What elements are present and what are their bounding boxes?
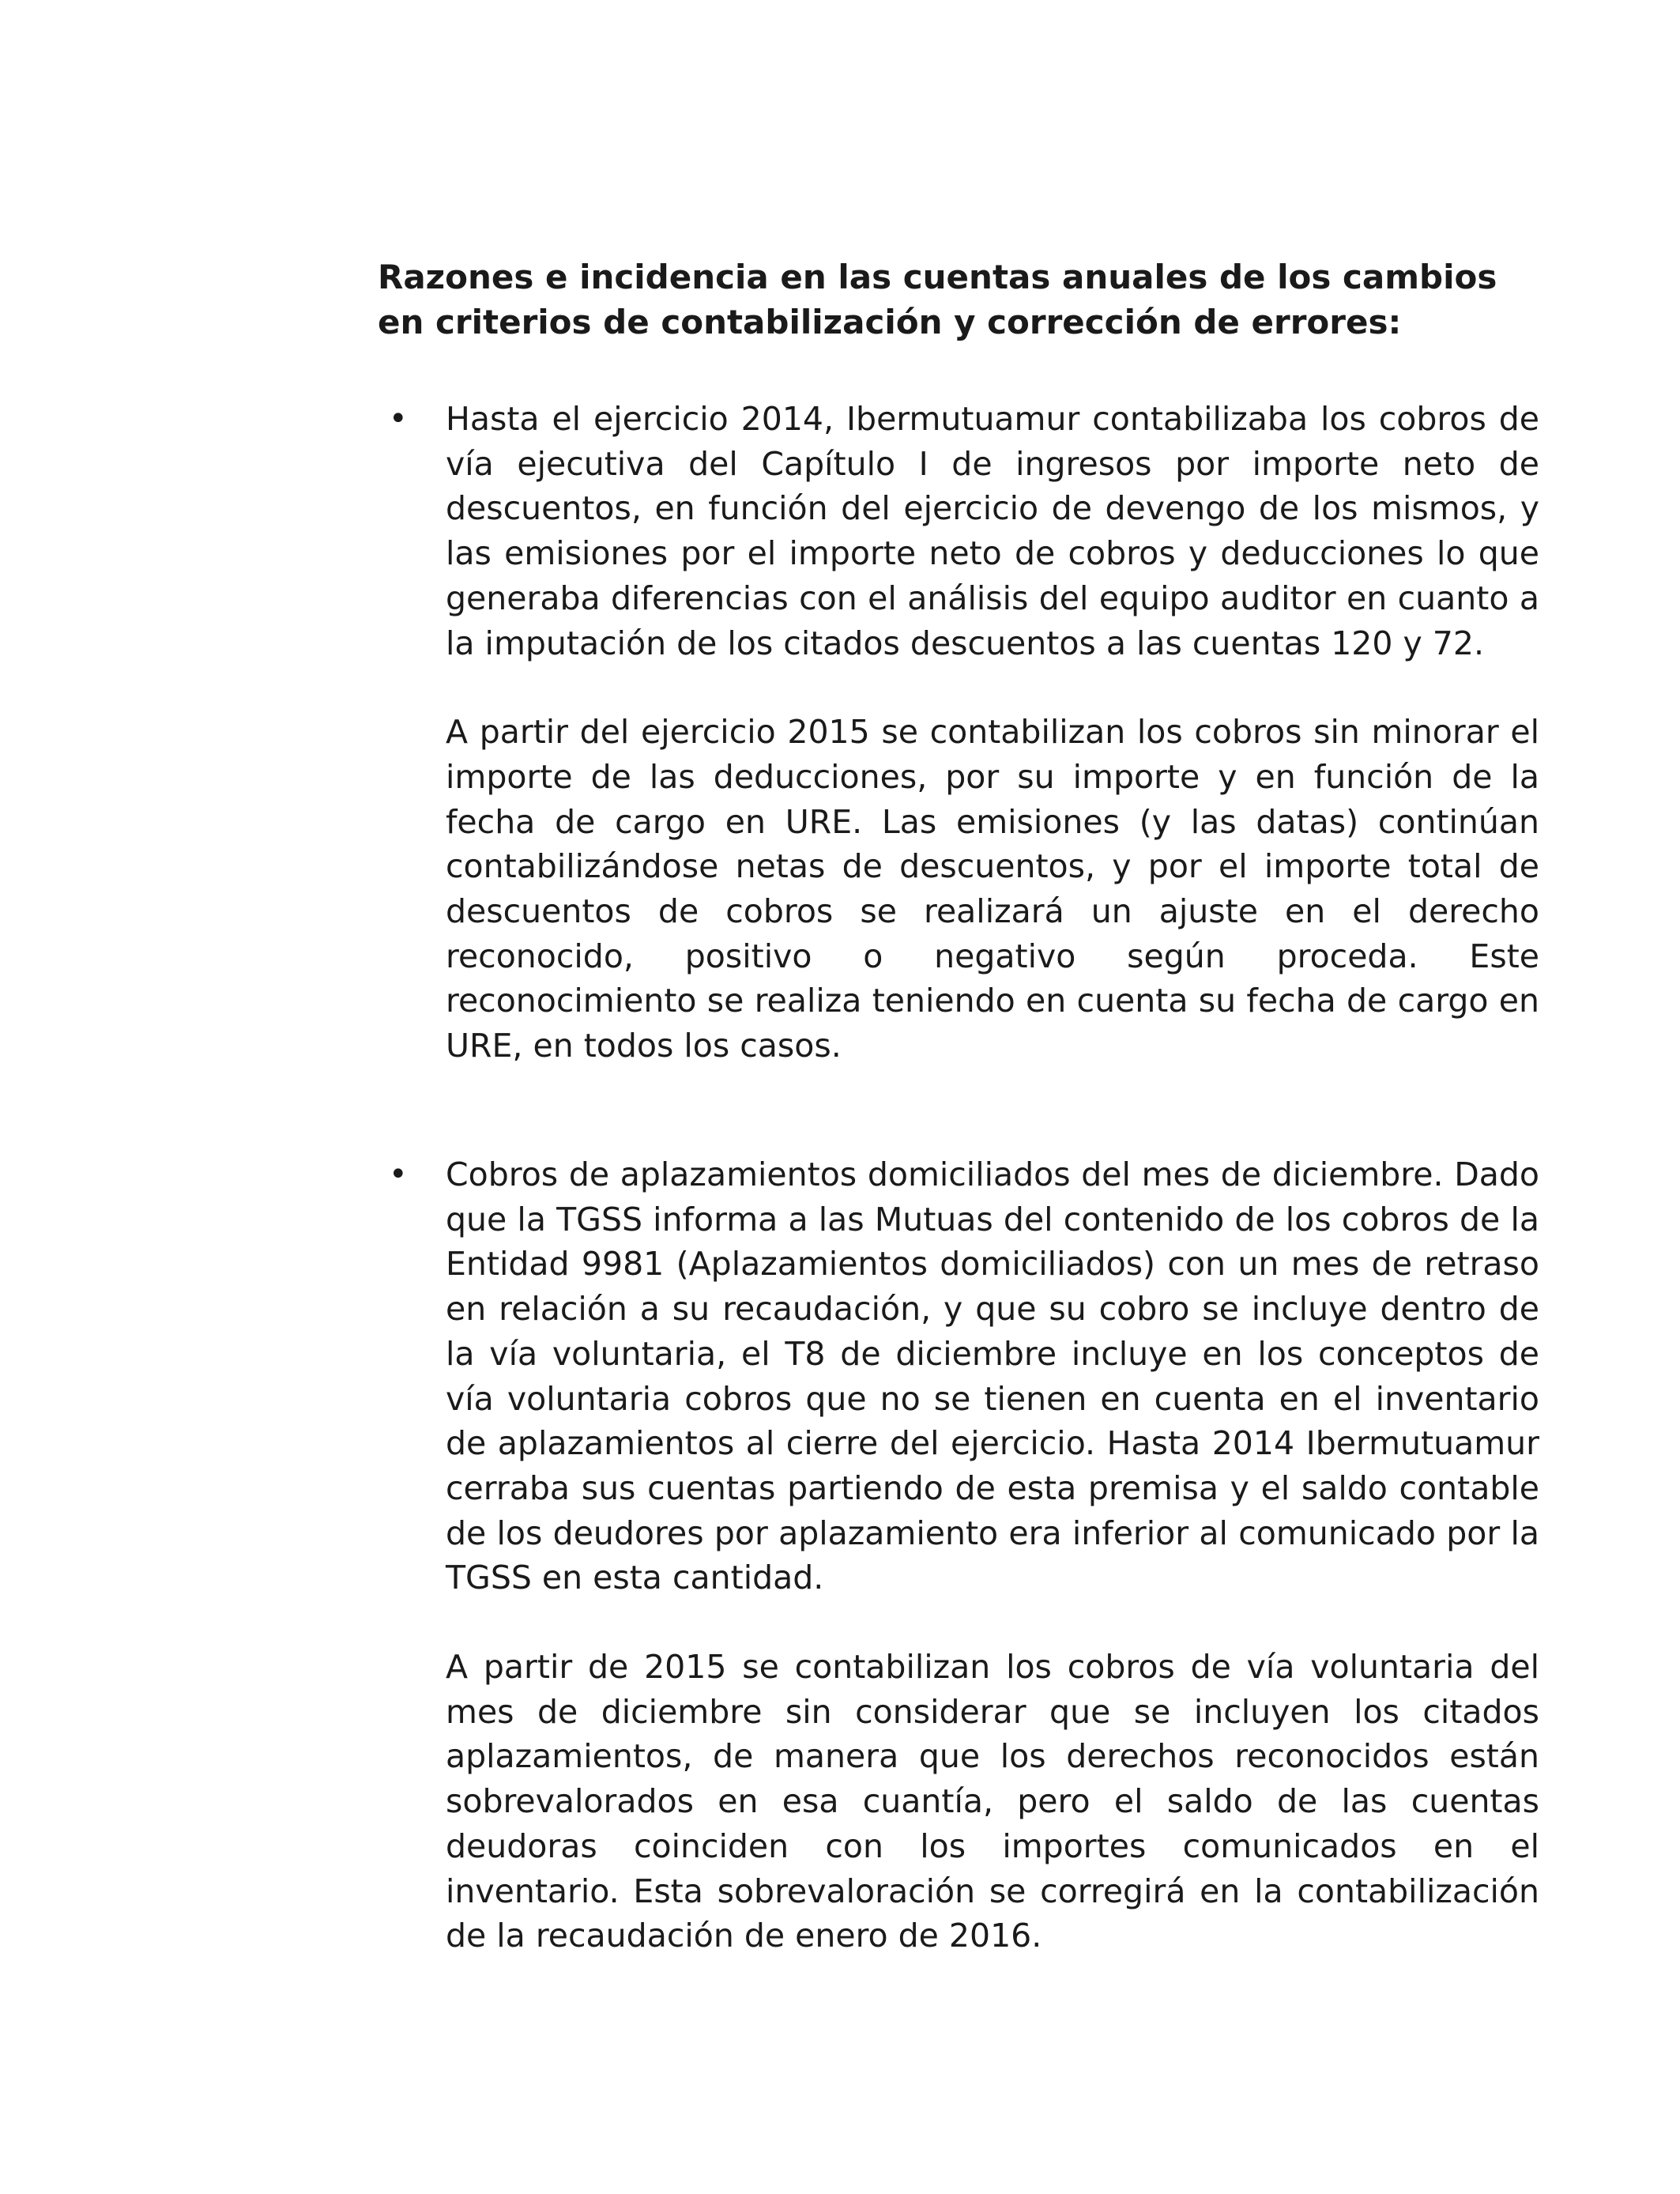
section-title: Razones e incidencia en las cuentas anuales de los cambios en criterios de contabilización y corrección de errores:: [378, 258, 1497, 341]
paragraph: A partir de 2015 se contabilizan los cobros de vía voluntaria del mes de diciembre sin considerar que se incluyen los citados aplazamientos, de manera que los derechos reconocidos están sobrevalorados en esa cuantía, pero el saldo de las cuentas deudoras coinciden con los importes comunicados en el inventario. Esta sobrevaloración se corregirá en la contabilización de la recaudación de enero de 2016.: [446, 1648, 1539, 1955]
bullet-icon: •: [389, 1156, 408, 1193]
list-item: [378, 1152, 1539, 1958]
paragraph: Cobros de aplazamientos domiciliados del mes de diciembre. Dado que la TGSS informa a las Mutuas del contenido de los cobros de la Entidad 9981 (Aplazamientos domiciliados) con un mes de retraso en relación a su recaudación, y que su cobro se incluye dentro de la vía voluntaria, el T8 de diciembre incluye en los conceptos de vía voluntaria cobros que no se tienen en cuenta en el inventario de aplazamientos al cierre del ejercicio. Hasta 2014 Ibermutuamur cerraba sus cuentas partiendo de esta premisa y el saldo contable de los deudores por aplazamiento era inferior al comunicado por la TGSS en esta cantidad.: [446, 1155, 1539, 1597]
paragraph: Hasta el ejercicio 2014, Ibermutuamur contabilizaba los cobros de vía ejecutiva del Capítulo I de ingresos por importe neto de descuentos, en función del ejercicio de devengo de los mismos, y las emisiones por el importe neto de cobros y deducciones lo que generaba diferencias con el análisis del equipo auditor en cuanto a la imputación de los citados descuentos a las cuentas 120 y 72.: [446, 400, 1539, 662]
list-item: [378, 397, 1539, 1069]
paragraph: A partir del ejercicio 2015 se contabilizan los cobros sin minorar el importe de las deducciones, por su importe y en función de la fecha de cargo en URE. Las emisiones (y las datas) continúan contabilizándose netas de descuentos, y por el importe total de descuentos de cobros se realizará un ajuste en el derecho reconocido, positivo o negativo según proceda. Este reconocimiento se realiza teniendo en cuenta su fecha de cargo en URE, en todos los casos.: [446, 713, 1539, 1065]
bullet-icon: •: [389, 401, 408, 437]
